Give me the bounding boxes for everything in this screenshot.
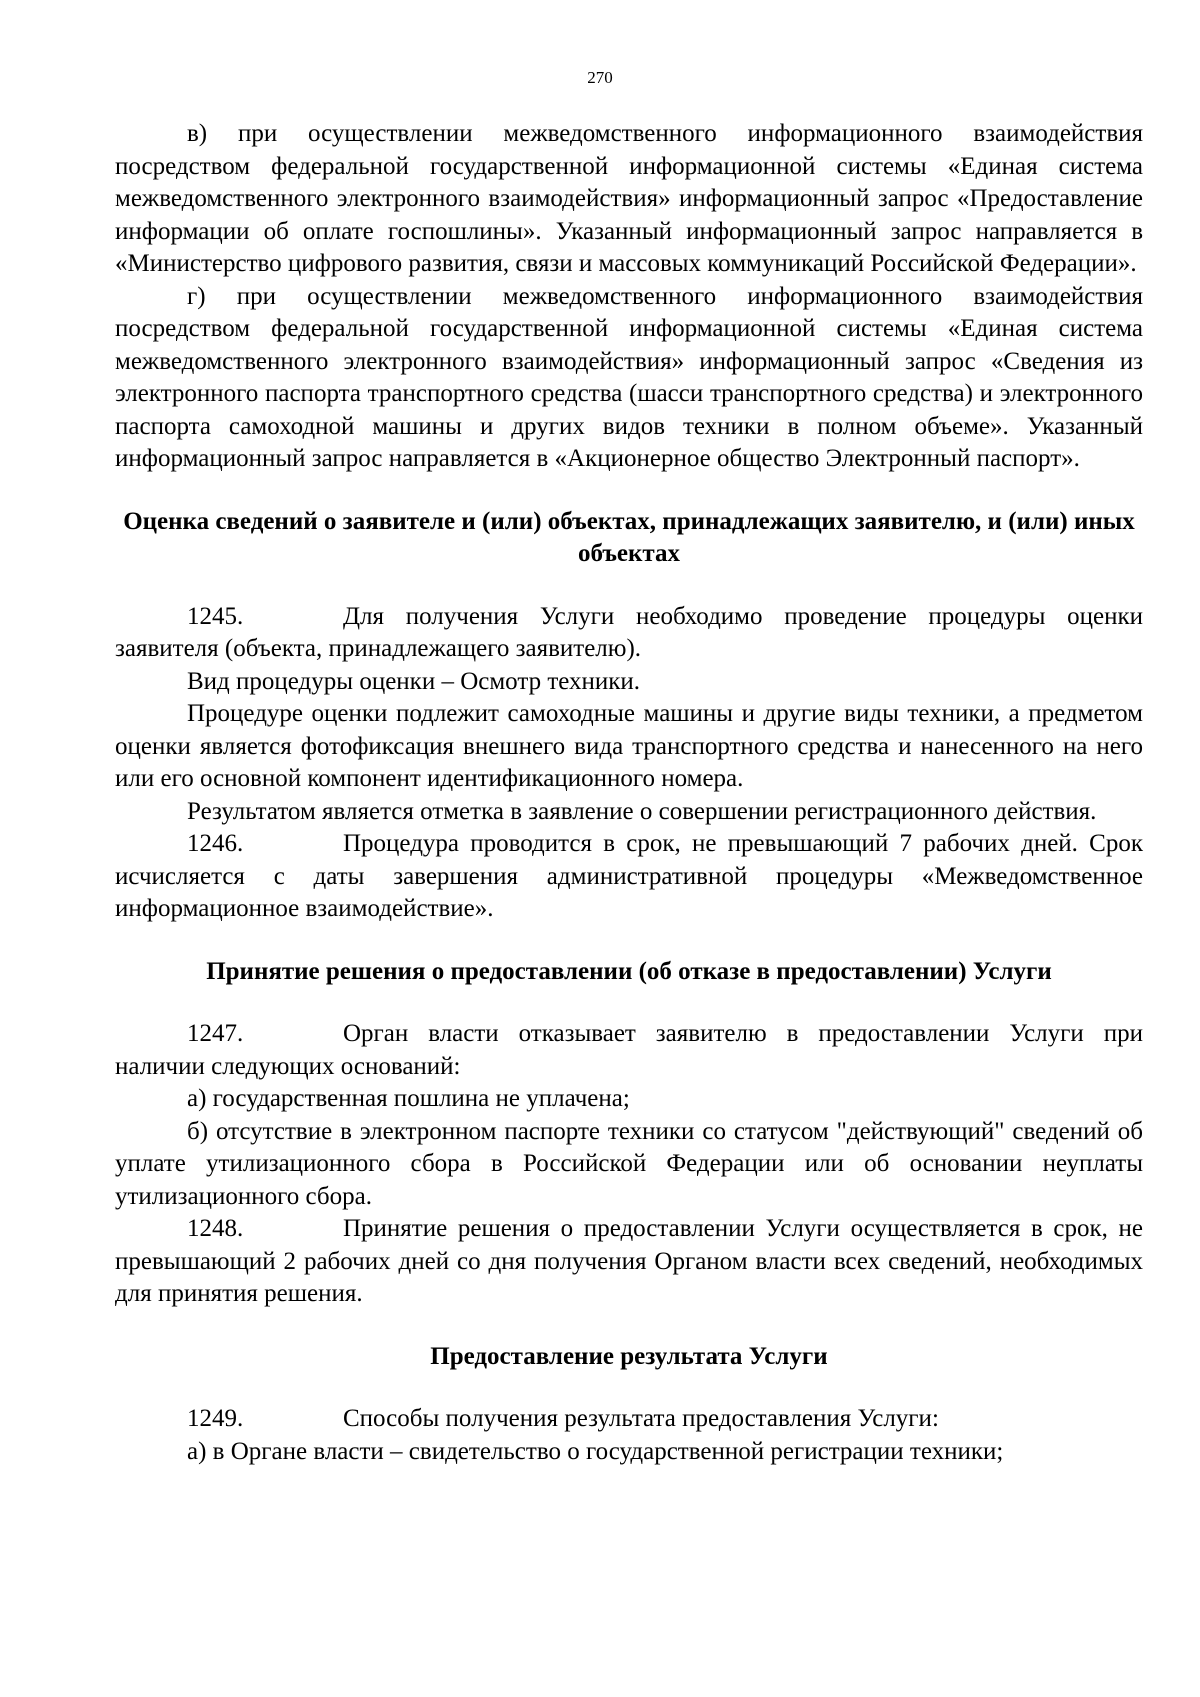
spacer <box>115 988 1143 1018</box>
spacer <box>115 1373 1143 1403</box>
document-body <box>115 118 1143 1468</box>
item-1246 <box>115 828 1143 926</box>
section-heading-decision: Принятие решения о предоставлении (об отказе в предоставлении) Услуги <box>206 957 1052 985</box>
section-heading-assessment: Оценка сведений о заявителе и (или) объектах, принадлежащих заявителю, и (или) иных объектах <box>123 507 1135 567</box>
item-text: Процедура проводится в срок, не превышающий 7 рабочих дней. Срок исчисляется с даты завершения административной процедуры «Межведомственное информационное взаимодействие». <box>115 830 1143 922</box>
item-1245 <box>115 601 1143 666</box>
refusal-reason-a: а) государственная пошлина не уплачена; <box>187 1085 630 1112</box>
item-text: Для получения Услуги необходимо проведение процедуры оценки заявителя (объекта, принадлежащего заявителю). <box>115 602 1143 662</box>
paragraph-assessment-result: Результатом является отметка в заявление о совершении регистрационного действия. <box>187 797 1097 825</box>
item-1249 <box>115 1403 1143 1436</box>
spacer <box>115 1311 1143 1341</box>
item-number: 1248. <box>187 1215 244 1242</box>
item-text: Принятие решения о предоставлении Услуги осуществляется в срок, не превышающий 2 рабочих дней со дня получения Органом власти всех сведений, необходимых для принятия решения. <box>115 1215 1143 1307</box>
spacer <box>115 926 1143 956</box>
page-number: 270 <box>587 68 613 87</box>
item-text: Орган власти отказывает заявителю в предоставлении Услуги при наличии следующих оснований: <box>115 1020 1143 1080</box>
section-heading-result: Предоставление результата Услуги <box>430 1342 828 1370</box>
item-number: 1249. <box>187 1405 244 1432</box>
spacer <box>115 571 1143 601</box>
item-text: Способы получения результата предоставления Услуги: <box>343 1405 939 1432</box>
refusal-reason-b: б) отсутствие в электронном паспорте техники со статусом "действующий" сведений об уплате утилизационного сбора в Российской Федерации или об основании неуплаты утилизационного сбора. <box>115 1117 1143 1210</box>
result-method-a: а) в Органе власти – свидетельство о государственной регистрации техники; <box>187 1437 1004 1465</box>
paragraph-assessment-subject: Процедуре оценки подлежит самоходные машины и другие виды техники, а предметом оценки является фотофиксация внешнего вида транспортного средства и нанесенного на него или его основной компонент идентификационного номера. <box>115 700 1143 792</box>
paragraph-v: в) при осуществлении межведомственного информационного взаимодействия посредством федеральной государственной информационной системы «Единая система межведомственного электронного взаимодействия» информационный запрос «Предоставление информации об оплате госпошлины». Указанный информационный запрос направляется в «Министерство цифрового развития, связи и массовых коммуникаций Российской Федерации». <box>115 120 1143 277</box>
item-1247 <box>115 1018 1143 1083</box>
paragraph-g: г) при осуществлении межведомственного информационного взаимодействия посредством федеральной государственной информационной системы «Единая система межведомственного электронного взаимодействия» информационный запрос «Сведения из электронного паспорта транспортного средства (шасси транспортного средства) и электронного паспорта самоходной машины и других видов техники в полном объеме». Указанный информационный запрос направляется в «Акционерное общество Электронный паспорт». <box>115 282 1143 472</box>
item-number: 1247. <box>187 1020 244 1047</box>
spacer <box>115 476 1143 506</box>
paragraph-assessment-type: Вид процедуры оценки – Осмотр техники. <box>187 667 641 695</box>
item-1248 <box>115 1213 1143 1311</box>
item-number: 1245. <box>187 602 244 630</box>
item-number: 1246. <box>187 830 244 857</box>
